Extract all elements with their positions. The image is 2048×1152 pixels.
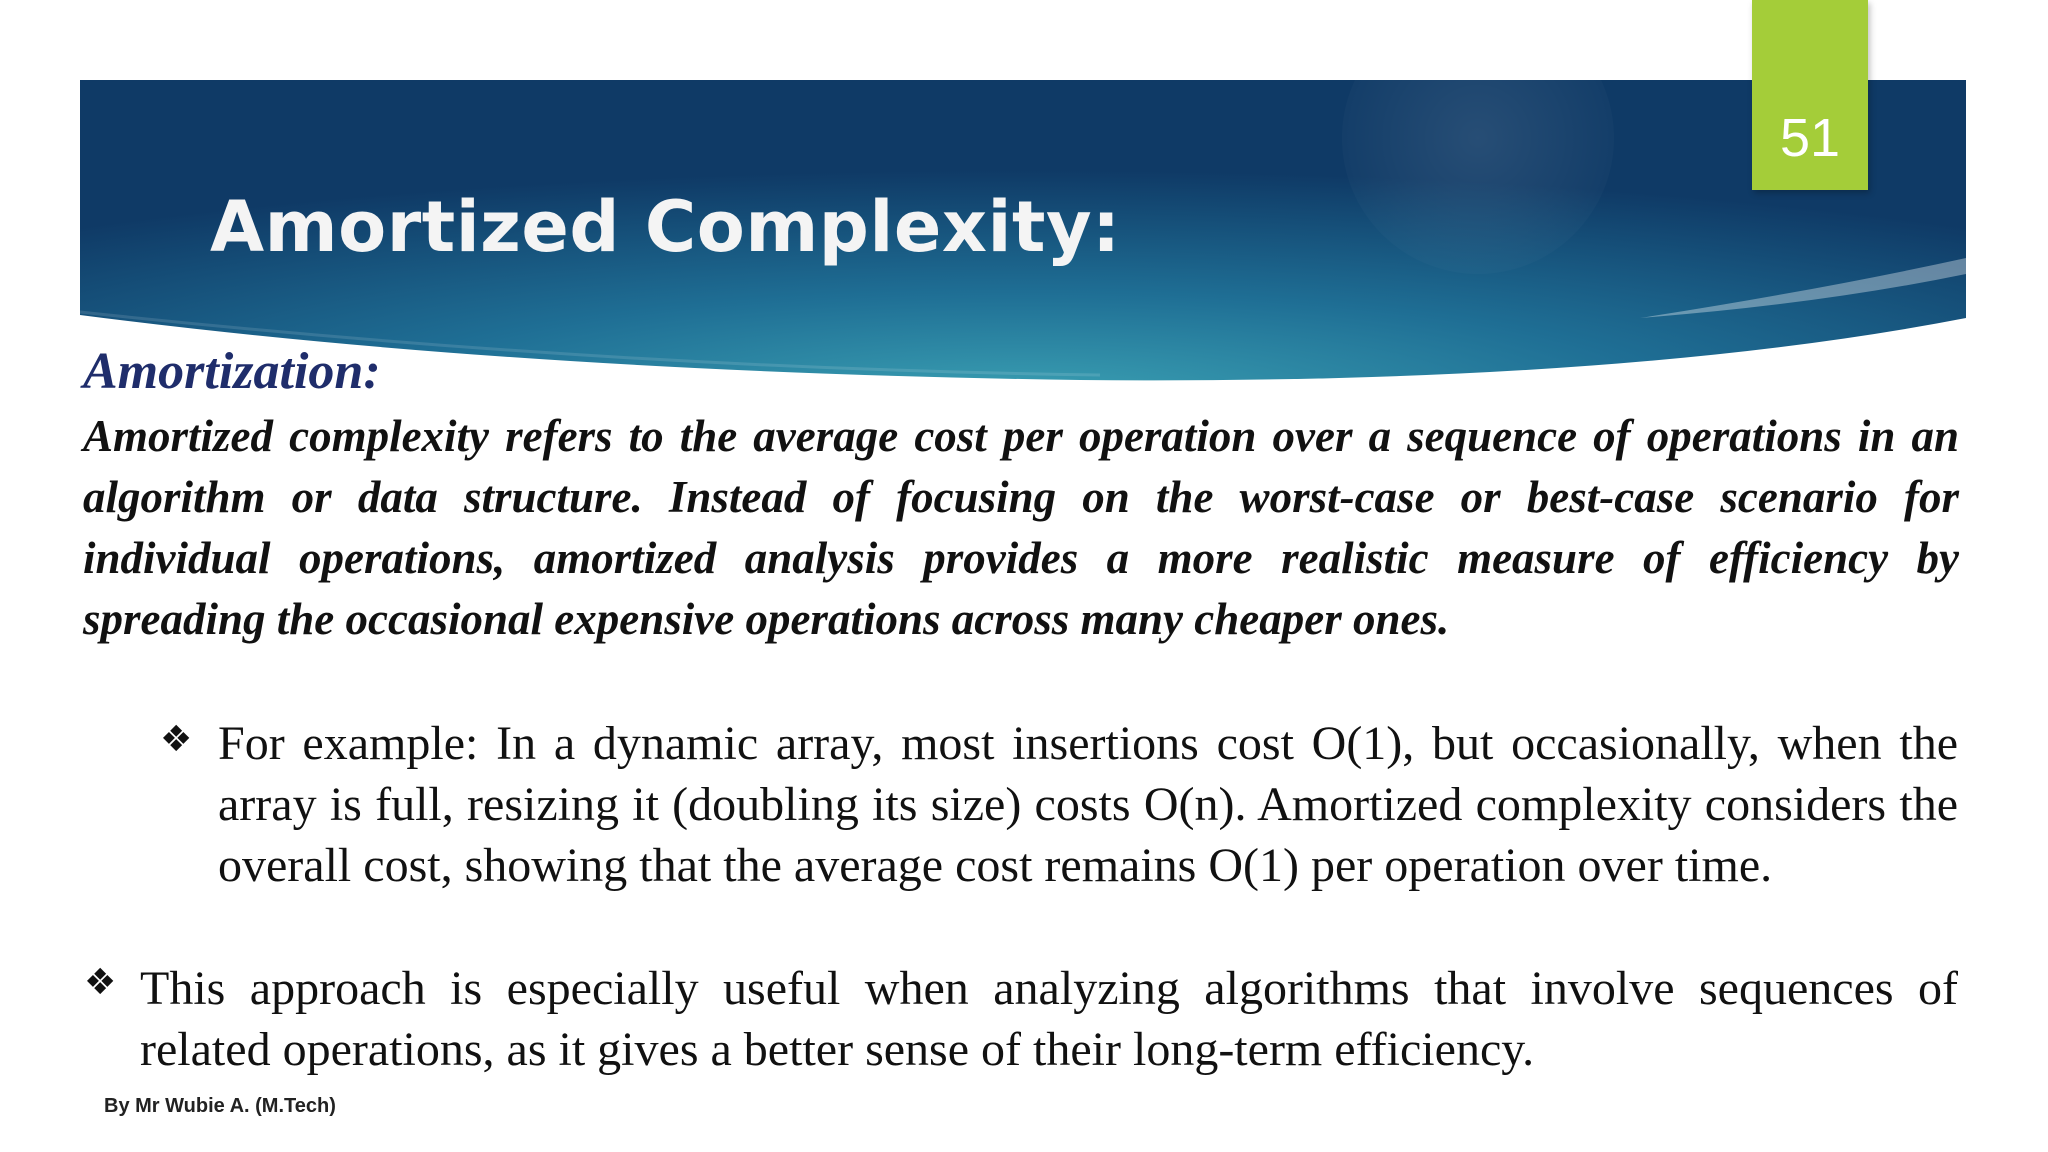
slide-title: Amortized Complexity: bbox=[210, 186, 1121, 268]
diamond-bullet-icon: ❖ bbox=[160, 719, 193, 760]
slide-number: 51 bbox=[1779, 108, 1841, 168]
diamond-bullet-icon: ❖ bbox=[84, 962, 117, 1003]
bullet-example: For example: In a dynamic array, most insertions cost O(1), but occasionally, when the array is full, resizing it (doubling its size) costs O(n). Amortized complexity considers the overall cost, showing that the average cost remains O(1) per operation over time. bbox=[218, 717, 1958, 892]
definition-paragraph: Amortized complexity refers to the average cost per operation over a sequence of operations in an algorithm or data structure. Instead of focusing on the worst-case or best-case scenario for individual operations, amortized analysis provides a more realistic measure of efficiency by spreading the occasional expensive operations across many cheaper ones. bbox=[83, 411, 1959, 644]
bullet-usefulness: This approach is especially useful when analyzing algorithms that involve sequences of related operations, as it gives a better sense of their long-term efficiency. bbox=[140, 962, 1958, 1076]
author-footer: By Mr Wubie A. (M.Tech) bbox=[104, 1095, 336, 1117]
subheading: Amortization: bbox=[83, 343, 381, 400]
slide-number-tab bbox=[1752, 0, 1868, 190]
